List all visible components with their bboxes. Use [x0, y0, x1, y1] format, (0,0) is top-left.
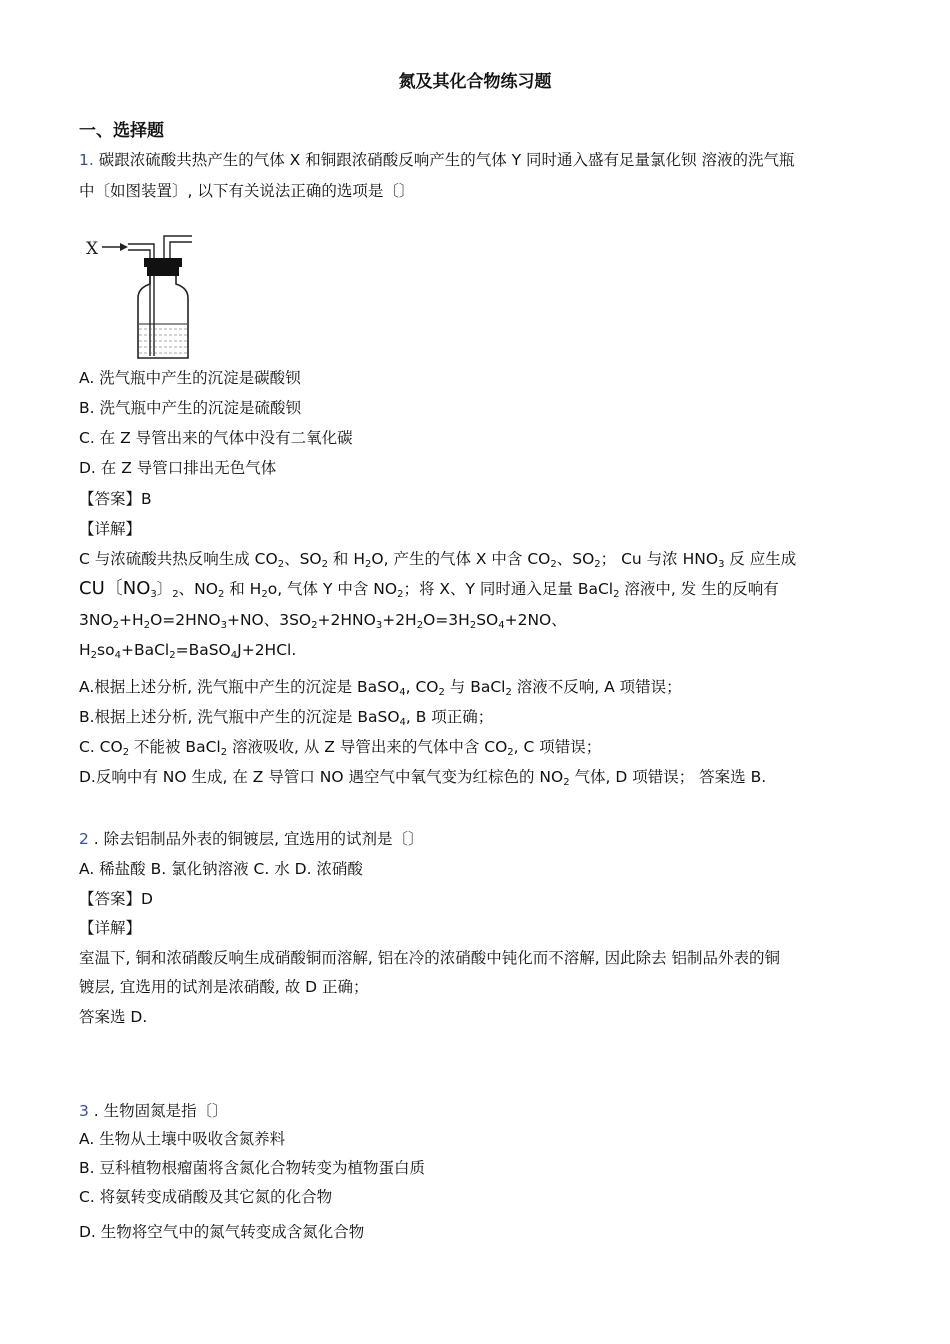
q1-explanation-line3: $3NO_2+H_2O=2HNO_3+NO$、$3SO_2+2HNO_3+2H_2O=3H_2SO_4+2NO$、 [79, 611, 567, 631]
q1-explanation-c: C. $CO_2$ 不能被 BaCl$_2$ 溶液吸收, 从 Z 导管出来的气体中含 $CO_2$, C 项错误； [79, 738, 602, 758]
q1-option-b: B. 洗气瓶中产生的沉淀是硫酸钡 [79, 399, 301, 417]
q3-option-a: A. 生物从土壤中吸收含氮养料 [79, 1130, 286, 1148]
gas-washing-bottle-figure [84, 226, 204, 364]
q1-option-a: A. 洗气瓶中产生的沉淀是碳酸钡 [79, 369, 301, 387]
q1-explanation-line1: C 与浓硫酸共热反响生成 $CO_2$、$SO_2$ 和 $H_2O$, 产生的气体 X 中含 $CO_2$、$SO_2$； Cu 与浓 $HNO_3$ 反 应生成 [79, 550, 797, 570]
q2-number: 2 [79, 830, 89, 848]
q1-explanation-d: D.反响中有 NO 生成, 在 Z 导管口 NO 遇空气中氧气变为红棕色的 $NO_2$ 气体, D 项错误； 答案选 B. [79, 768, 767, 788]
q2-detail-line2: 镀层, 宜选用的试剂是浓硝酸, 故 D 正确； [79, 978, 369, 996]
q2-options: A. 稀盐酸 B. 氯化钠溶液 C. 水 D. 浓硝酸 [79, 860, 363, 878]
q1-number: 1. [79, 151, 94, 169]
q1-option-c: C. 在 Z 导管出来的气体中没有二氧化碳 [79, 429, 353, 447]
q3-stem: 3 . 生物固氮是指〔〕 [79, 1102, 228, 1120]
q3-number: 3 [79, 1102, 89, 1120]
q2-detail-line3: 答案选 D. [79, 1008, 148, 1026]
q1-explanation-line2: CU〔$NO_3$〕$_2$、$NO_2$ 和 $H_2o$, 气体 Y 中含 $NO_2$；将 X、Y 同时通入足量 BaCl$_2$ 溶液中, 发 生的反响有 [79, 578, 779, 600]
figure-label-x: X [86, 239, 99, 259]
q3-option-d: D. 生物将空气中的氮气转变成含氮化合物 [79, 1223, 365, 1241]
q1-stem-line1: 1. 碳跟浓硫酸共热产生的气体 X 和铜跟浓硝酸反响产生的气体 Y 同时通入盛有足量氯化钡 溶液的洗气瓶 [79, 151, 795, 169]
q1-explanation-a: A.根据上述分析, 洗气瓶中产生的沉淀是 BaSO$_4$, $CO_2$ 与 BaCl$_2$ 溶液不反响, A 项错误； [79, 678, 682, 698]
q2-detail-line1: 室温下, 铜和浓硝酸反响生成硝酸铜而溶解, 铝在冷的浓硝酸中钝化而不溶解, 因此除去 铝制品外表的铜 [79, 949, 780, 967]
q3-option-b: B. 豆科植物根瘤菌将含氮化合物转变为植物蛋白质 [79, 1159, 425, 1177]
q1-explanation-b: B.根据上述分析, 洗气瓶中产生的沉淀是 BaSO$_4$, B 项正确； [79, 708, 494, 728]
page-title: 氮及其化合物练习题 [398, 72, 552, 92]
q1-detail-heading: 【详解】 [79, 520, 142, 538]
section-heading: 一、选择题 [79, 121, 164, 141]
q2-answer: 【答案】D [79, 890, 153, 908]
q1-answer: 【答案】B [79, 490, 152, 508]
q1-stem-line2: 中〔如图装置〕, 以下有关说法正确的选项是〔〕 [79, 182, 415, 200]
q1-explanation-line4: $H_2so_4+BaCl_2=BaSO_4J+2HCl$. [79, 641, 297, 661]
q3-option-c: C. 将氨转变成硝酸及其它氮的化合物 [79, 1188, 333, 1206]
q2-detail-heading: 【详解】 [79, 919, 142, 937]
q2-stem: 2 . 除去铝制品外表的铜镀层, 宜选用的试剂是〔〕 [79, 830, 424, 848]
q1-option-d: D. 在 Z 导管口排出无色气体 [79, 459, 277, 477]
